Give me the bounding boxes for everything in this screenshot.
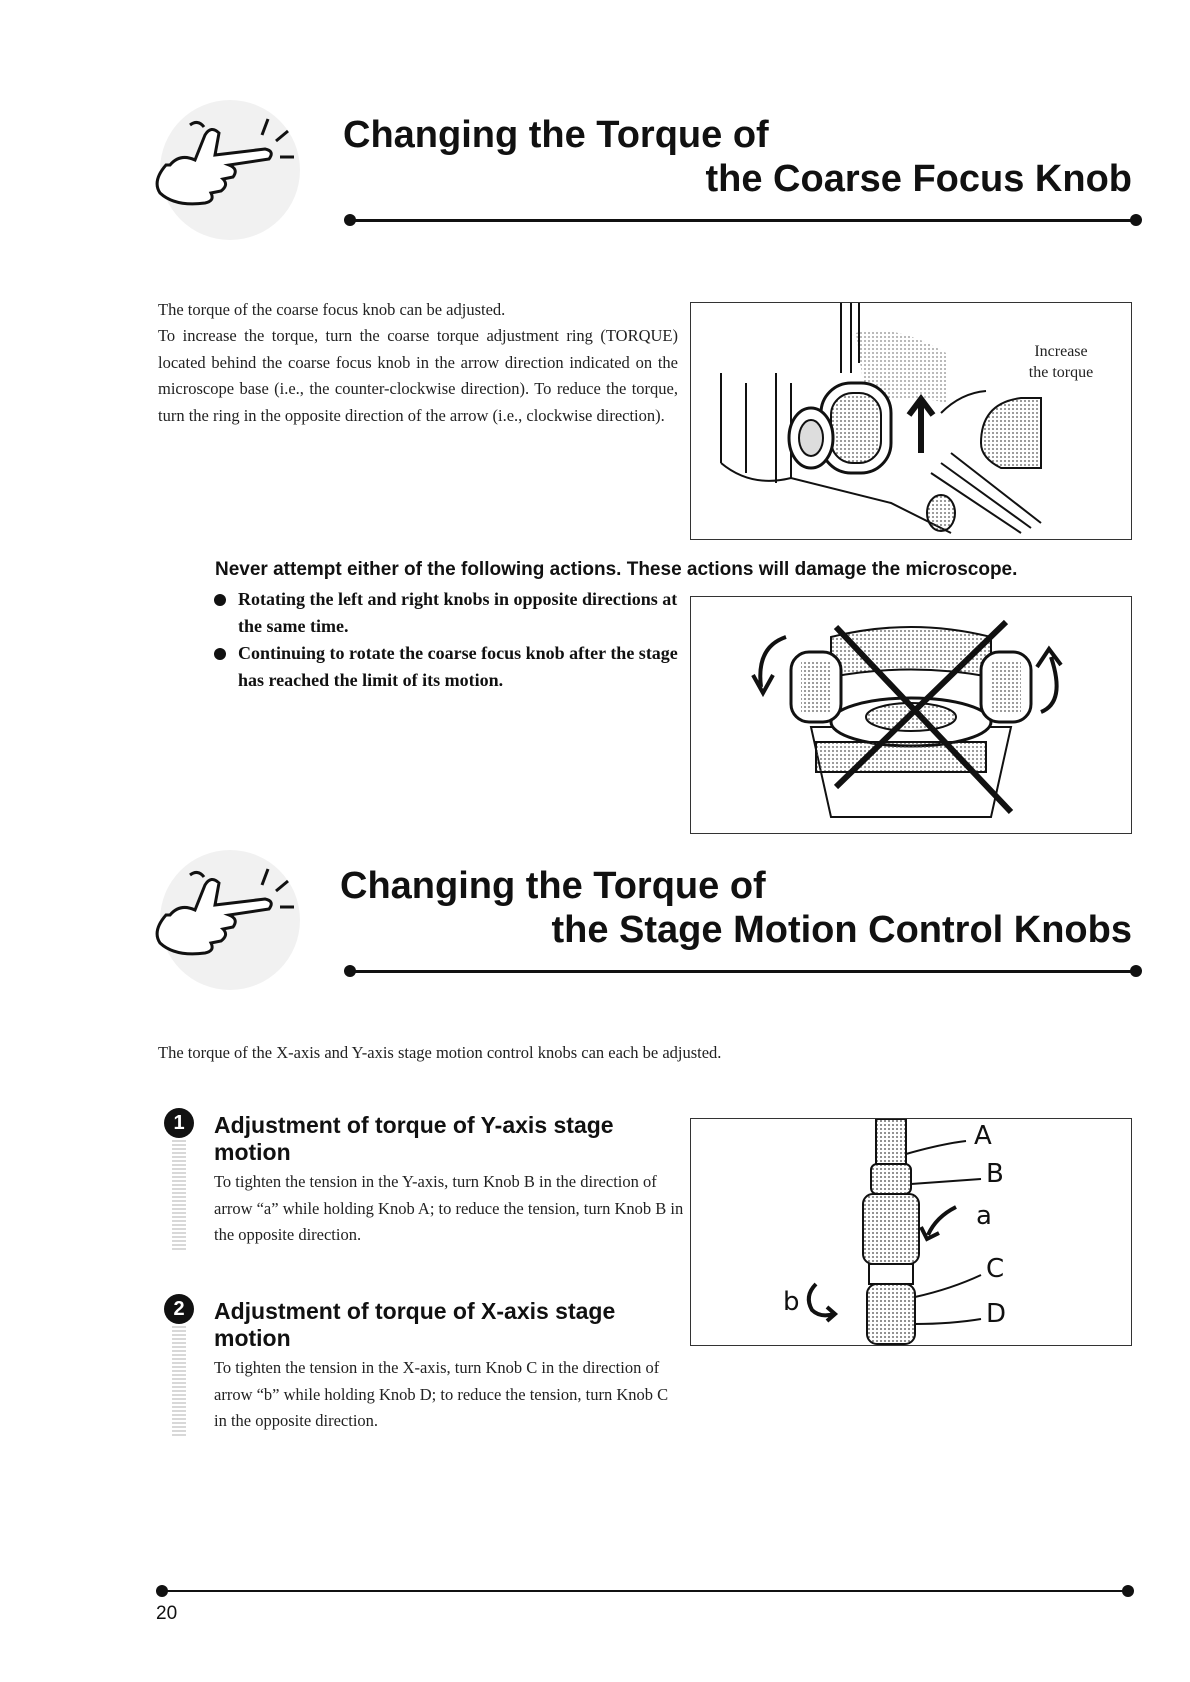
warning-item-text: Rotating the left and right knobs in opposite directions at the same time. bbox=[238, 589, 678, 636]
page-number: 20 bbox=[156, 1603, 178, 1624]
arrow-label-a: a bbox=[976, 1201, 992, 1231]
step-margin-stripe bbox=[172, 1326, 186, 1436]
warning-item bbox=[214, 586, 678, 640]
footer-rule bbox=[160, 1590, 1130, 1592]
warning-item bbox=[214, 640, 678, 694]
section1-intro: The torque of the coarse focus knob can be adjusted. bbox=[158, 300, 506, 319]
step-number-badge: 1 bbox=[164, 1108, 194, 1138]
step-margin-stripe bbox=[172, 1140, 186, 1250]
increase-torque-label-line2: the torque bbox=[1028, 364, 1094, 381]
stage-knobs-figure bbox=[690, 1118, 1132, 1346]
pointing-hand-icon bbox=[150, 95, 320, 245]
step-body: To tighten the tension in the X-axis, turn Knob C in the direction of arrow “b” while holding Knob D; to reduce the tension, turn Knob C in the opposite direction. bbox=[214, 1358, 669, 1430]
section1-body: To increase the torque, turn the coarse torque adjustment ring (TORQUE) located behind the coarse focus knob in the arrow direction indicated on the microscope base (i.e., the counter-clockwise direction). To reduce the torque, turn the ring in the opposite direction of the arrow (i.e., clockwise direction). bbox=[158, 326, 678, 425]
section2-intro: The torque of the X-axis and Y-axis stage motion control knobs can each be adjusted. bbox=[158, 1043, 722, 1062]
coarse-focus-knob-figure bbox=[690, 302, 1132, 540]
warning-item-text: Continuing to rotate the coarse focus knob after the stage has reached the limit of its motion. bbox=[238, 643, 678, 690]
arrow-label-b: b bbox=[783, 1287, 800, 1317]
knob-label-a-upper: A bbox=[974, 1121, 992, 1151]
knob-label-d-upper: D bbox=[986, 1299, 1007, 1329]
pointing-hand-icon bbox=[150, 845, 320, 995]
opposite-knobs-warning-figure bbox=[690, 596, 1132, 834]
knob-label-c-upper: C bbox=[986, 1254, 1005, 1284]
knob-label-b-upper: B bbox=[986, 1159, 1004, 1189]
section1-title-line2: the Coarse Focus Knob bbox=[705, 158, 1132, 200]
bullet-icon bbox=[214, 594, 226, 606]
section2-title-rule bbox=[348, 970, 1138, 973]
increase-torque-label-line1: Increase bbox=[1034, 343, 1088, 360]
step-number-badge: 2 bbox=[164, 1294, 194, 1324]
bullet-icon bbox=[214, 648, 226, 660]
step-title: Adjustment of torque of Y-axis stage motion bbox=[214, 1112, 614, 1165]
warning-heading: Never attempt either of the following actions. These actions will damage the microscope. bbox=[215, 559, 1018, 580]
section1-title-line1: Changing the Torque of bbox=[343, 114, 769, 156]
step-title: Adjustment of torque of X-axis stage motion bbox=[214, 1298, 616, 1351]
section2-title-line2: the Stage Motion Control Knobs bbox=[551, 909, 1132, 951]
section2-title-line1: Changing the Torque of bbox=[340, 865, 766, 907]
step-body: To tighten the tension in the Y-axis, turn Knob B in the direction of arrow “a” while holding Knob A; to reduce the tension, turn Knob B in the opposite direction. bbox=[214, 1172, 684, 1244]
section1-title-rule bbox=[348, 219, 1138, 222]
